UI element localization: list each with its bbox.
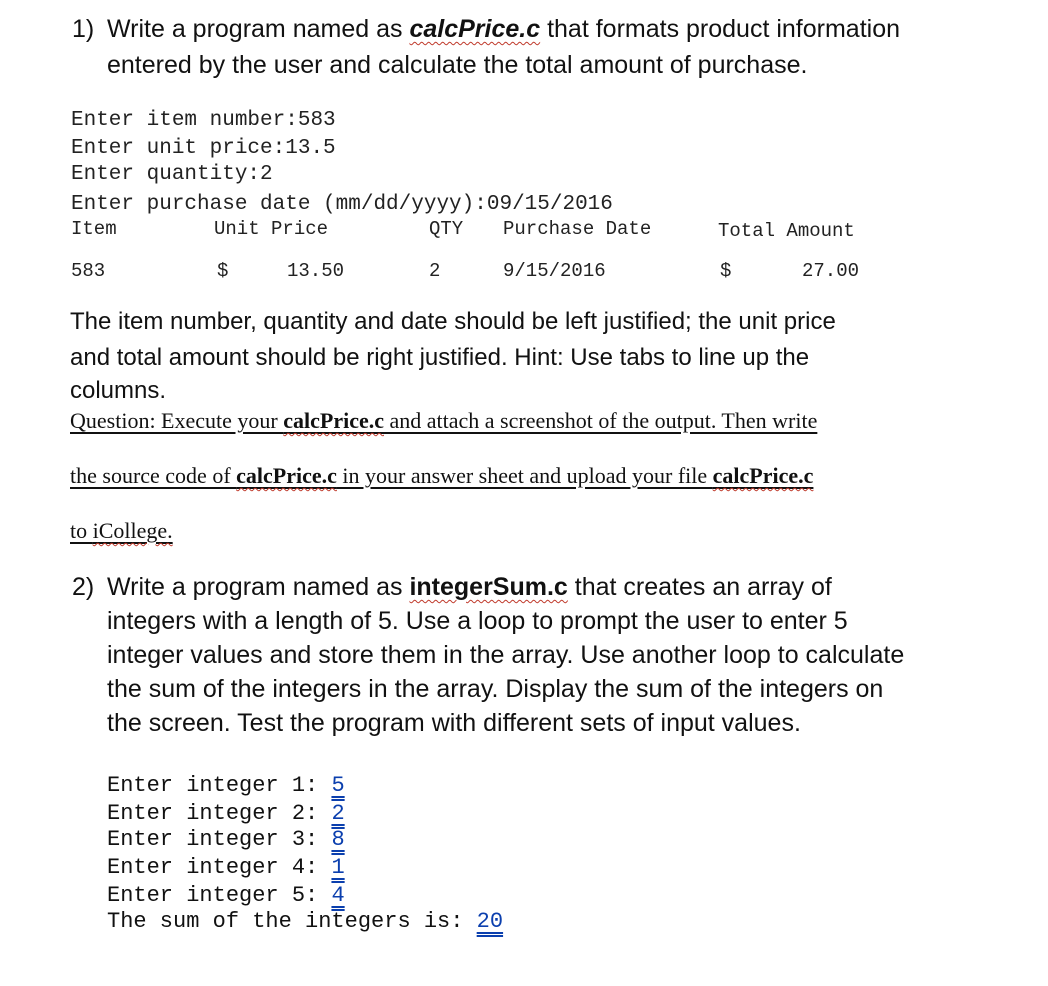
q1-heading-text-end: that formats product information xyxy=(540,15,901,43)
question-line2 xyxy=(70,463,813,489)
question-line1-a: Question: Execute your xyxy=(70,408,284,433)
prompt-item-number: Enter item number:583 xyxy=(71,109,336,132)
prompt-purchase-date: Enter purchase date (mm/dd/yyyy):09/15/2016 xyxy=(71,193,613,216)
question-filename-2: calcPrice.c xyxy=(236,463,337,488)
sample-prompt-5: Enter integer 5: xyxy=(107,883,332,908)
sample-line-2 xyxy=(107,801,345,826)
row-total: 27.00 xyxy=(802,260,860,282)
sample-line-4 xyxy=(107,855,345,880)
header-item: Item xyxy=(71,218,117,240)
sample-sum-value: 20 xyxy=(476,909,504,934)
row-price: 13.50 xyxy=(287,260,345,282)
prompt-unit-price: Enter unit price:13.5 xyxy=(71,137,336,160)
sample-prompt-2: Enter integer 2: xyxy=(107,801,332,826)
question-line1 xyxy=(70,408,817,434)
instructions-line1: The item number, quantity and date should be left justified; the unit price xyxy=(70,308,836,335)
q2-line1-text: Write a program named as xyxy=(107,573,410,601)
question-line2-a: the source code of xyxy=(70,463,237,488)
q2-line4: the sum of the integers in the array. Display the sum of the integers on xyxy=(107,675,884,703)
q2-line2: integers with a length of 5. Use a loop to prompt the user to enter 5 xyxy=(107,607,848,635)
row-qty: 2 xyxy=(429,260,441,282)
sample-sum-label: The sum of the integers is: xyxy=(107,909,477,934)
sample-value-1: 5 xyxy=(331,773,345,798)
sample-prompt-3: Enter integer 3: xyxy=(107,827,332,852)
sample-line-5 xyxy=(107,883,345,908)
q2-number: 2) xyxy=(72,573,95,601)
header-qty: QTY xyxy=(429,218,464,240)
q2-line1 xyxy=(107,570,832,605)
q1-number: 1) xyxy=(72,15,95,43)
prompt-quantity: Enter quantity:2 xyxy=(71,163,273,186)
sample-sum-line xyxy=(107,909,503,934)
sample-line-3 xyxy=(107,827,345,852)
question-filename-3: calcPrice.c xyxy=(712,463,814,488)
sample-value-3: 8 xyxy=(331,827,345,852)
q2-line1-text-end: that creates an array of xyxy=(567,573,832,601)
instructions-line3: columns. xyxy=(70,377,167,404)
header-unit-price: Unit Price xyxy=(214,218,329,240)
sample-prompt-1: Enter integer 1: xyxy=(107,773,332,798)
question-line1-c: and attach a screenshot of the output. Then write xyxy=(384,408,818,433)
question-line2-c: in your answer sheet and upload your file xyxy=(336,463,713,488)
question-icollege: iCollege. xyxy=(92,518,173,543)
q1-heading-line1 xyxy=(107,12,900,47)
question-filename-1: calcPrice.c xyxy=(283,408,384,433)
q2-line3: integer values and store them in the array. Use another loop to calculate xyxy=(107,641,905,669)
sample-line-1 xyxy=(107,773,345,798)
row-date: 9/15/2016 xyxy=(503,260,606,282)
q2-filename: integerSum.c xyxy=(409,573,568,601)
instructions-line2: and total amount should be right justified. Hint: Use tabs to line up the xyxy=(70,344,810,371)
sample-value-4: 1 xyxy=(331,855,345,880)
header-purchase-date: Purchase Date xyxy=(503,218,652,240)
q2-line5: the screen. Test the program with different sets of input values. xyxy=(107,709,801,737)
q1-filename: calcPrice.c xyxy=(409,15,541,43)
question-line3 xyxy=(70,518,173,544)
row-price-symbol: $ xyxy=(217,260,229,282)
question-line3-a: to xyxy=(70,518,93,543)
q1-heading-line2: entered by the user and calculate the total amount of purchase. xyxy=(107,51,808,79)
header-total-amount: Total Amount xyxy=(718,220,855,242)
sample-value-2: 2 xyxy=(331,801,345,826)
row-total-symbol: $ xyxy=(720,260,732,282)
sample-value-5: 4 xyxy=(331,883,345,908)
row-item: 583 xyxy=(71,260,106,282)
q1-heading-text: Write a program named as xyxy=(107,15,410,43)
sample-prompt-4: Enter integer 4: xyxy=(107,855,332,880)
